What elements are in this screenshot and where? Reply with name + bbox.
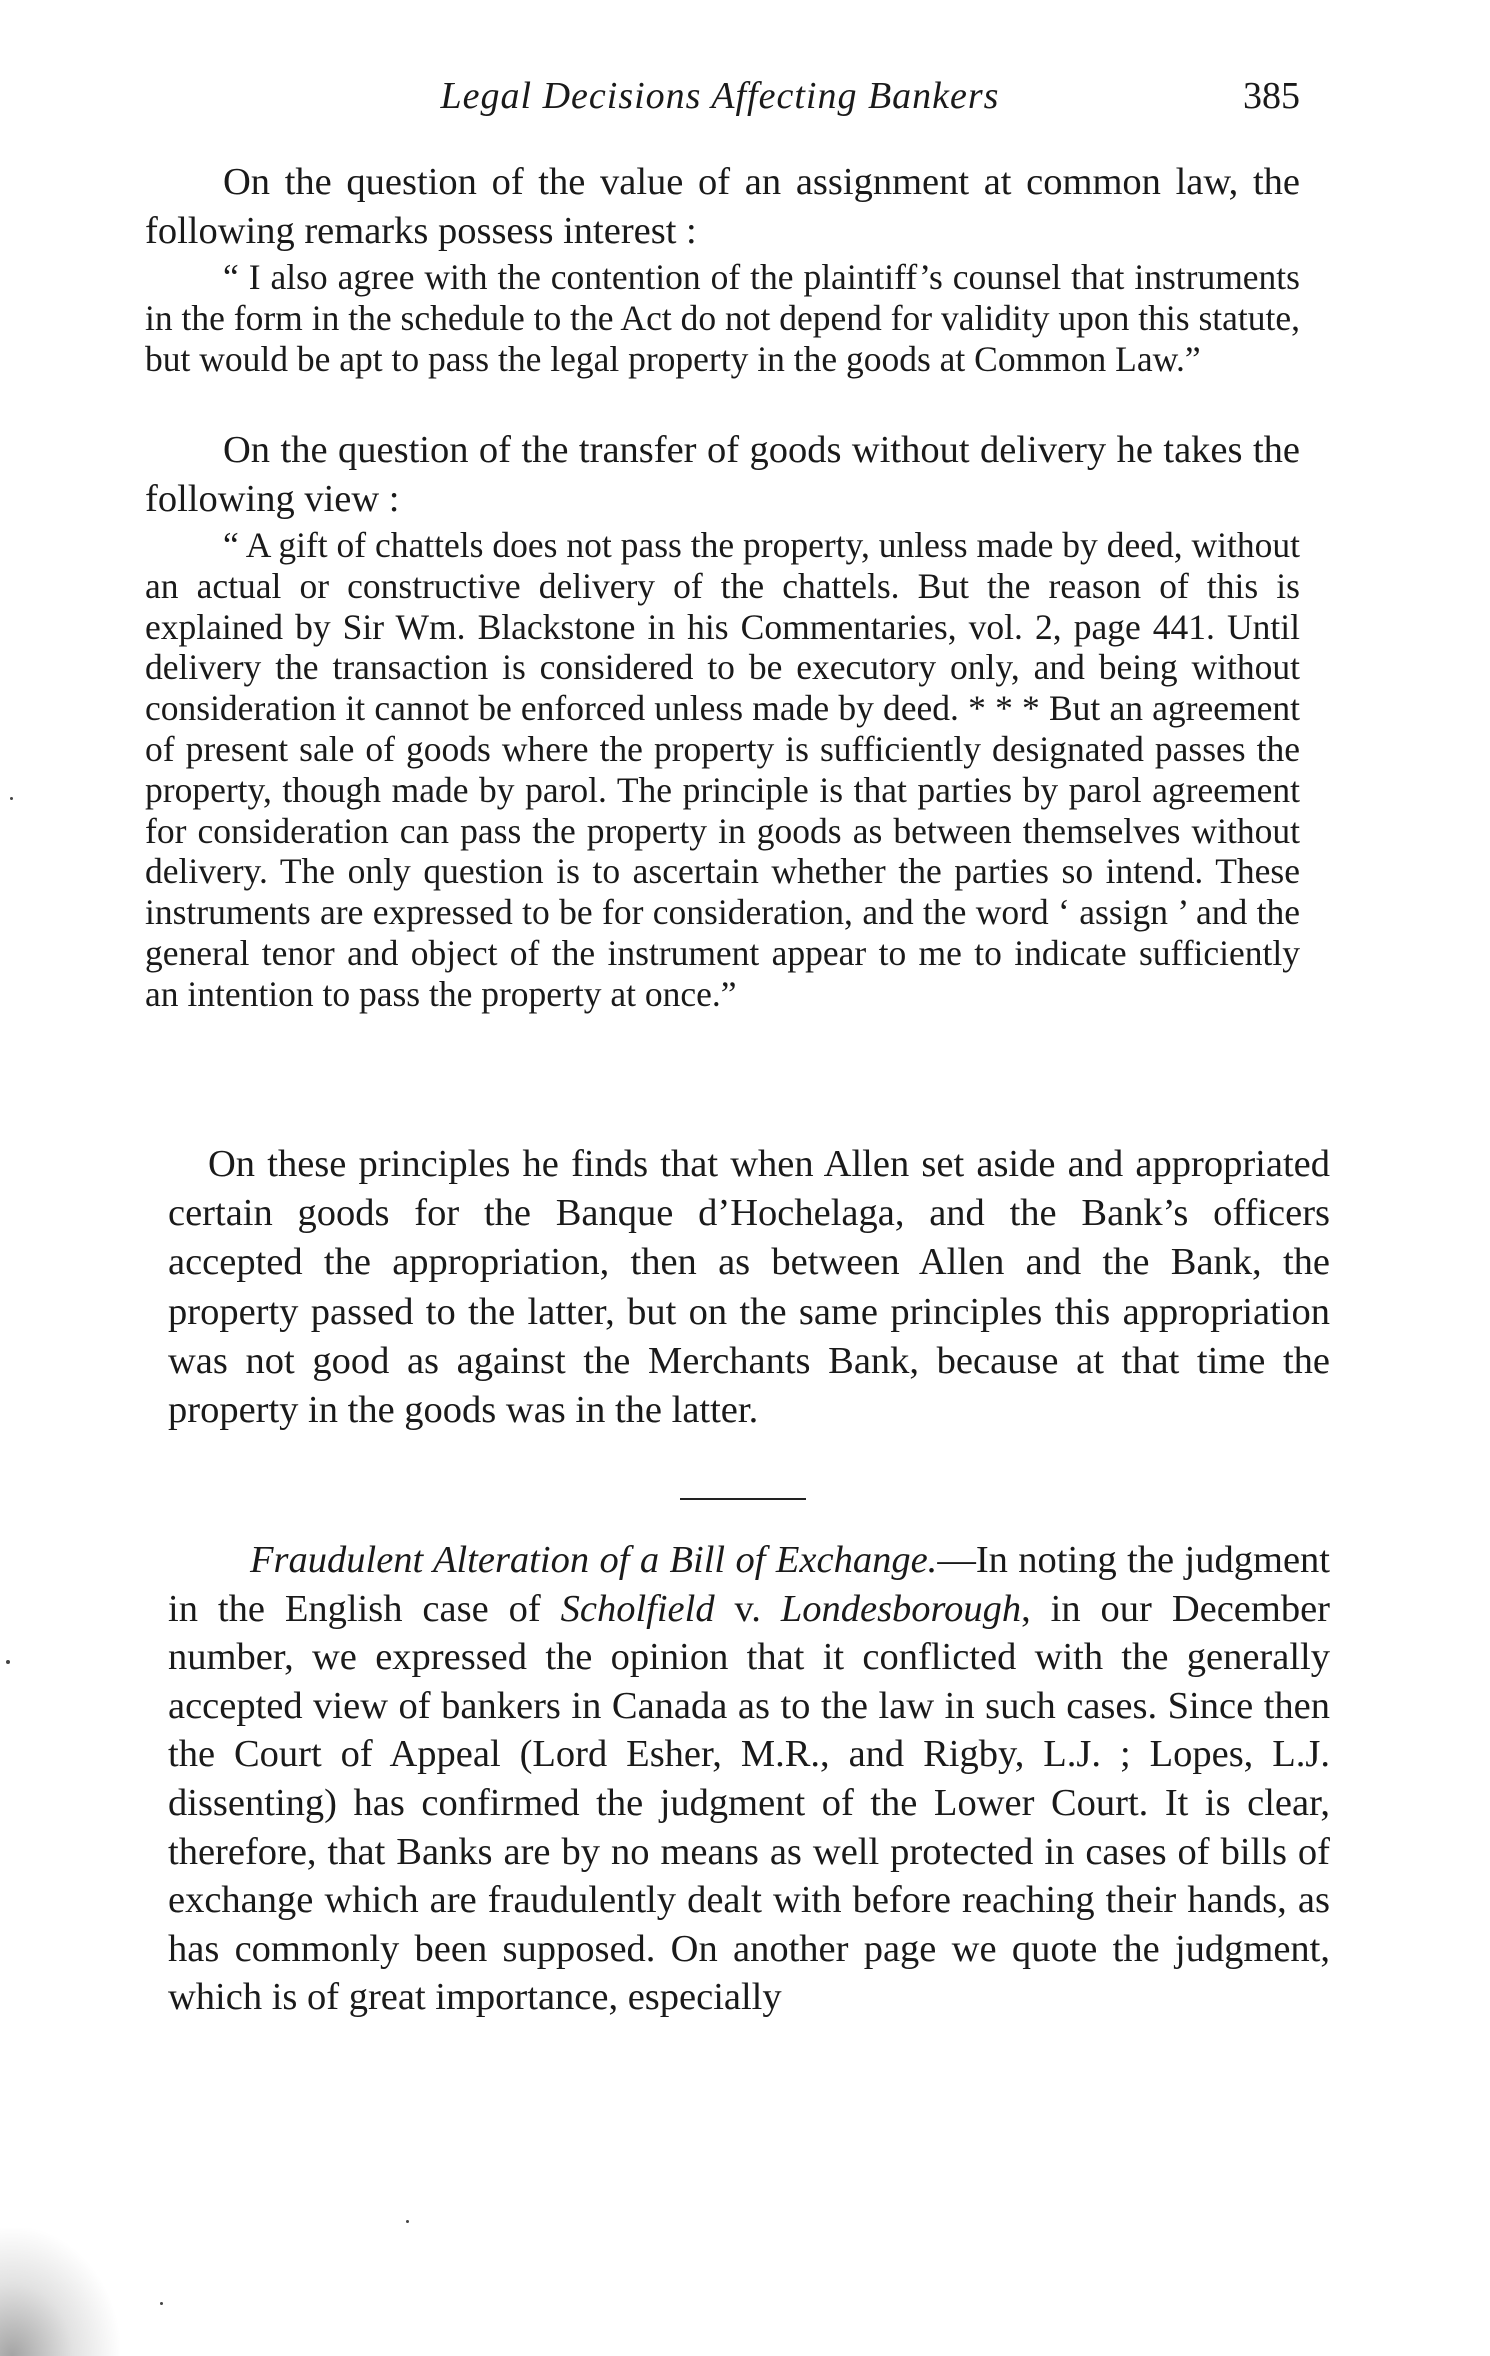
paragraph-text: On the question of the value of an assignment at common law, the following remarks possess interest : (145, 161, 1300, 252)
section-fraudulent-alteration (168, 1536, 1330, 2022)
case-defendant: Londesborough (780, 1587, 1022, 1630)
section-divider (680, 1498, 806, 1500)
paragraph-principles (168, 1140, 1330, 1435)
case-versus: v. (714, 1587, 781, 1630)
scan-speck (10, 797, 13, 800)
scan-smudge (0, 2228, 120, 2356)
quotation-gift-of-chattels (145, 525, 1300, 1015)
page-number: 385 (1243, 75, 1300, 117)
scan-speck (160, 2302, 163, 2305)
quotation-text: “ A gift of chattels does not pass the property, unless made by deed, without an actual or constructive delivery of the chattels. But the reason of this is explained by Sir Wm. Blackstone in his Commentaries, vol. 2, page 441. Until delivery the transaction is considered to be executory only, and being without consideration it cannot be enforced unless made by deed. * * * But an agreement of present sale of goods where the property is sufficiently designated passes the property, though made by parol. The principle is that parties by parol agreement for consideration can pass the property in goods as between themselves without delivery. The only question is to ascertain whether the parties so intend. These instruments are expressed to be for consideration, and the word ‘ assign ’ and the general tenor and object of the instrument appear to me to indicate sufficiently an intention to pass the property at once.” (145, 525, 1300, 1014)
paragraph-assignment-intro (145, 158, 1300, 255)
running-title: Legal Decisions Affecting Bankers (440, 75, 1000, 117)
paragraph-text: On the question of the transfer of goods without delivery he takes the following view : (145, 429, 1300, 520)
paragraph-text: On these principles he finds that when Allen set aside and appropriated certain goods for the Banque d’Hochelaga, and the Bank’s officers accepted the appropriation, then as between Allen and the Bank, the property passed to the latter, but on the same principles this appropriation was not good as against the Merchants Bank, because at that time the property in the goods was in the latter. (168, 1143, 1330, 1432)
paragraph-transfer-intro (145, 426, 1300, 523)
section-heading: Fraudulent Alteration of a Bill of Exchange. (250, 1539, 938, 1581)
scan-speck (406, 2220, 409, 2223)
page-header (140, 74, 1300, 124)
section-lead: —In noting the judgment in the English case of (168, 1539, 1330, 1630)
scan-speck (6, 1660, 10, 1664)
quotation-common-law (145, 257, 1300, 379)
case-plaintiff: Scholfield (560, 1587, 715, 1630)
section-paragraph (168, 1536, 1330, 2022)
quotation-text: “ I also agree with the contention of the plaintiff’s counsel that instruments in the form in the schedule to the Act do not depend for validity upon this statute, but would be apt to pass the legal property in the goods at Common Law.” (145, 257, 1300, 379)
section-body: , in our December number, we expressed the opinion that it conflicted with the generally accepted view of bankers in Canada as to the law in such cases. Since then the Court of Appeal (Lord Esher, M.R., and Rigby, L.J. ; Lopes, L.J. dissenting) has confirmed the judgment of the Lower Court. It is clear, therefore, that Banks are by no means as well protected in cases of bills of exchange which are fraudulently dealt with before reaching their hands, as has commonly been supposed. On another page we quote the judgment, which is of great importance, especially (168, 1587, 1330, 2019)
